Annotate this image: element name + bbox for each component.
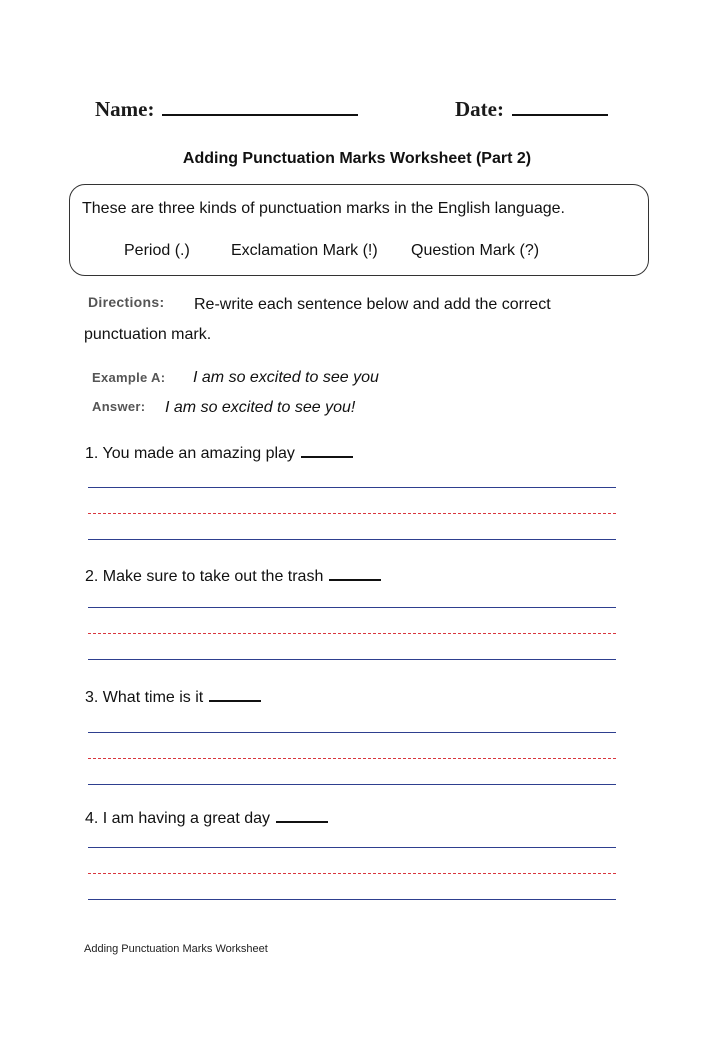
footer-text: Adding Punctuation Marks Worksheet — [84, 943, 268, 955]
question-4 — [85, 807, 328, 828]
mark-question: Question Mark (?) — [411, 242, 540, 259]
name-label-row — [95, 96, 358, 122]
question-4-text: 4. I am having a great day — [85, 810, 270, 827]
directions-text-line2: punctuation mark. — [84, 326, 212, 343]
q1-writing-line-bottom[interactable] — [88, 539, 616, 540]
q4-writing-line-bottom[interactable] — [88, 899, 616, 900]
answer-text: I am so excited to see you! — [165, 399, 356, 416]
question-3-text: 3. What time is it — [85, 689, 204, 706]
question-1-blank[interactable] — [301, 442, 353, 458]
q1-writing-line-top[interactable] — [88, 487, 616, 488]
q2-writing-line-top[interactable] — [88, 607, 616, 608]
name-label: Name: — [95, 97, 155, 121]
question-3-blank[interactable] — [209, 686, 261, 702]
example-text: I am so excited to see you — [193, 369, 379, 386]
mark-period: Period (.) — [124, 242, 190, 259]
intro-box — [69, 184, 649, 276]
q1-writing-line-mid — [88, 513, 616, 514]
date-blank[interactable] — [512, 96, 608, 116]
question-3 — [85, 686, 261, 707]
example-label: Example A: — [92, 370, 166, 385]
page-title: Adding Punctuation Marks Worksheet (Part 2) — [182, 150, 532, 167]
q2-writing-line-mid — [88, 633, 616, 634]
question-1-text: 1. You made an amazing play — [85, 445, 295, 462]
mark-exclamation: Exclamation Mark (!) — [231, 242, 378, 259]
question-2 — [85, 565, 381, 586]
question-2-text: 2. Make sure to take out the trash — [85, 568, 324, 585]
question-4-blank[interactable] — [276, 807, 328, 823]
answer-label: Answer: — [92, 399, 146, 414]
name-blank[interactable] — [162, 96, 358, 116]
q3-writing-line-top[interactable] — [88, 732, 616, 733]
date-label-row — [455, 96, 608, 122]
date-label: Date: — [455, 97, 504, 121]
question-1 — [85, 442, 353, 463]
q4-writing-line-mid — [88, 873, 616, 874]
q4-writing-line-top[interactable] — [88, 847, 616, 848]
intro-text: These are three kinds of punctuation marks in the English language. — [82, 200, 565, 217]
question-2-blank[interactable] — [329, 565, 381, 581]
q3-writing-line-bottom[interactable] — [88, 784, 616, 785]
directions-text-line1: Re-write each sentence below and add the correct — [194, 296, 551, 313]
q2-writing-line-bottom[interactable] — [88, 659, 616, 660]
q3-writing-line-mid — [88, 758, 616, 759]
directions-label: Directions: — [88, 294, 165, 310]
